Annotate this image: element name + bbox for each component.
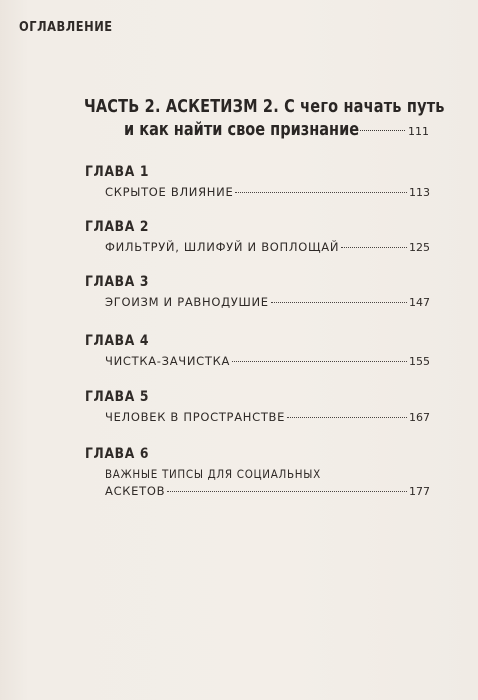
- chapter-title-line1: ВАЖНЫЕ ТИПСЫ ДЛЯ СОЦИАЛЬНЫХ: [105, 467, 321, 481]
- chapter-row: [105, 295, 430, 309]
- chapter-page-number: 147: [409, 296, 430, 309]
- chapter-entry-4[interactable]: [85, 333, 430, 368]
- chapter-title: ФИЛЬТРУЙ, ШЛИФУЙ И ВОПЛОЩАЙ: [105, 240, 340, 254]
- chapter-title-line2: АСКЕТОВ: [105, 484, 166, 498]
- chapter-title: СКРЫТОЕ ВЛИЯНИЕ: [105, 185, 234, 199]
- page-header: ОГЛАВЛЕНИЕ: [19, 20, 113, 35]
- chapter-row: [105, 484, 430, 498]
- chapter-entry-5[interactable]: [85, 389, 430, 424]
- chapter-row: [105, 410, 430, 424]
- chapter-label: ГЛАВА 4: [85, 333, 150, 349]
- leader-dots: [341, 247, 407, 248]
- chapter-label: ГЛАВА 5: [85, 389, 150, 405]
- chapter-label: ГЛАВА 3: [85, 274, 150, 290]
- chapter-title: ЧИСТКА-ЗАЧИСТКА: [105, 354, 231, 368]
- leader-dots: [287, 417, 407, 418]
- chapter-entry-1[interactable]: [85, 164, 430, 199]
- chapter-row: [105, 185, 430, 199]
- leader-dots: [360, 130, 405, 131]
- part-title-line2-row: [124, 120, 429, 140]
- chapter-entry-2[interactable]: [85, 219, 430, 254]
- chapter-entry-3[interactable]: [85, 274, 430, 309]
- part-title-line1: ЧАСТЬ 2. АСКЕТИЗМ 2. С чего начать путь: [84, 97, 445, 117]
- leader-dots: [232, 361, 407, 362]
- chapter-page-number: 125: [409, 241, 430, 254]
- chapter-label: ГЛАВА 6: [85, 446, 150, 462]
- chapter-title: ЧЕЛОВЕК В ПРОСТРАНСТВЕ: [105, 410, 286, 424]
- chapter-entry-6[interactable]: [85, 446, 430, 498]
- part-entry[interactable]: [84, 97, 445, 140]
- chapter-page-number: 167: [409, 411, 430, 424]
- leader-dots: [167, 491, 407, 492]
- chapter-label: ГЛАВА 1: [85, 164, 150, 180]
- chapter-title: ЭГОИЗМ И РАВНОДУШИЕ: [105, 295, 269, 309]
- part-title-line2: и как найти свое признание: [124, 120, 360, 140]
- chapter-row: [105, 354, 430, 368]
- chapter-row: [105, 240, 430, 254]
- leader-dots: [235, 192, 407, 193]
- part-page-number: 111: [408, 125, 429, 138]
- leader-dots: [271, 302, 407, 303]
- chapter-page-number: 177: [409, 485, 430, 498]
- chapter-label: ГЛАВА 2: [85, 219, 150, 235]
- chapter-page-number: 155: [409, 355, 430, 368]
- chapter-page-number: 113: [409, 186, 430, 199]
